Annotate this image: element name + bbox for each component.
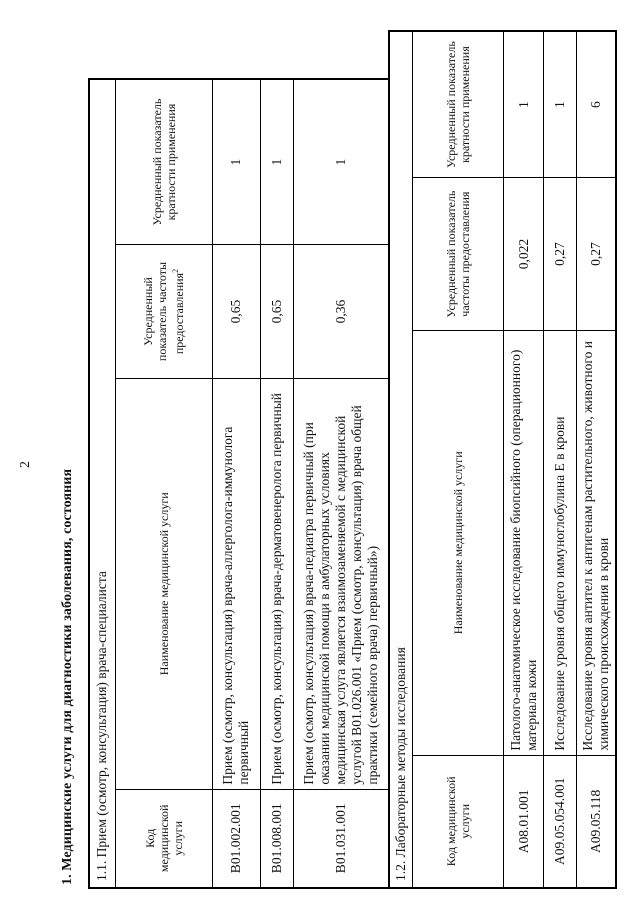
row-frequency: 0,27 (544, 178, 577, 331)
row-code: B01.002.001 (212, 789, 260, 888)
row-name: Исследование уровня общего иммуноглобулина E в крови (544, 330, 577, 755)
table-row (212, 79, 260, 888)
table-row (293, 79, 389, 888)
header-frequency: Усредненный показатель частоты предоставления$^2$ (115, 245, 212, 379)
row-code: A08.01.001 (504, 755, 544, 888)
row-name: Исследование уровня антител к антигенам растительного, животного и химического происхождения в крови (577, 330, 616, 755)
table-1-subtitle: 1.1. Прием (осмотр, консультация) врача-специалиста (89, 79, 115, 888)
row-frequency: 0,65 (212, 245, 260, 379)
header-code: Код медицинской услуги (413, 755, 504, 888)
header-code: Код медицинской услуги (115, 789, 212, 888)
table-2-header-row (413, 31, 504, 888)
row-multiplicity: 6 (577, 31, 616, 178)
table-row (544, 31, 577, 888)
row-frequency: 0,36 (293, 245, 389, 379)
row-name: Патолого-анатомическое исследование биопсийного (операционного) материала кожи (504, 330, 544, 755)
header-multiplicity: Усредненный показатель кратности применения (413, 31, 504, 178)
row-name: Прием (осмотр, консультация) врача-дерматовенеролога первичный (260, 378, 293, 789)
header-multiplicity: Усредненный показатель кратности применения (115, 79, 212, 245)
row-multiplicity: 1 (212, 79, 260, 245)
row-frequency: 0,022 (504, 178, 544, 331)
section-title: 1. Медицинские услуги для диагностики заболевания, состояния (60, 468, 75, 885)
table-laboratory-methods (388, 30, 617, 889)
row-frequency: 0,65 (260, 245, 293, 379)
table-2-subtitle: 1.2. Лабораторные методы исследования (389, 31, 413, 888)
row-multiplicity: 1 (504, 31, 544, 178)
table-row (577, 31, 616, 888)
row-name: Прием (осмотр, консультация) врача-педиатра первичный (при оказании медицинской помощи в амбулаторных условиях медицинская услуга является взаимозаменяемой с медицинской услугой B01.026.001 «Прием (осмотр, консультация) врача общей практики (семейного врача) первичный») (293, 378, 389, 789)
row-code: A09.05.054.001 (544, 755, 577, 888)
page-number: 2 (18, 461, 33, 468)
header-frequency: Усредненный показатель частоты предоставления (413, 178, 504, 331)
header-name: Наименование медицинской услуги (115, 378, 212, 789)
table-row (260, 79, 293, 888)
header-name: Наименование медицинской услуги (413, 330, 504, 755)
table-1-header-row (115, 79, 212, 888)
row-multiplicity: 1 (260, 79, 293, 245)
row-code: B01.008.001 (260, 789, 293, 888)
table-specialist-consultations (88, 78, 390, 889)
row-code: A09.05.118 (577, 755, 616, 888)
footnote-mark: 2 (171, 268, 180, 273)
row-code: B01.031.001 (293, 789, 389, 888)
row-frequency: 0,27 (577, 178, 616, 331)
row-multiplicity: 1 (293, 79, 389, 245)
row-name: Прием (осмотр, консультация) врача-аллерголога-иммунолога первичный (212, 378, 260, 789)
table-row (504, 31, 544, 888)
row-multiplicity: 1 (544, 31, 577, 178)
